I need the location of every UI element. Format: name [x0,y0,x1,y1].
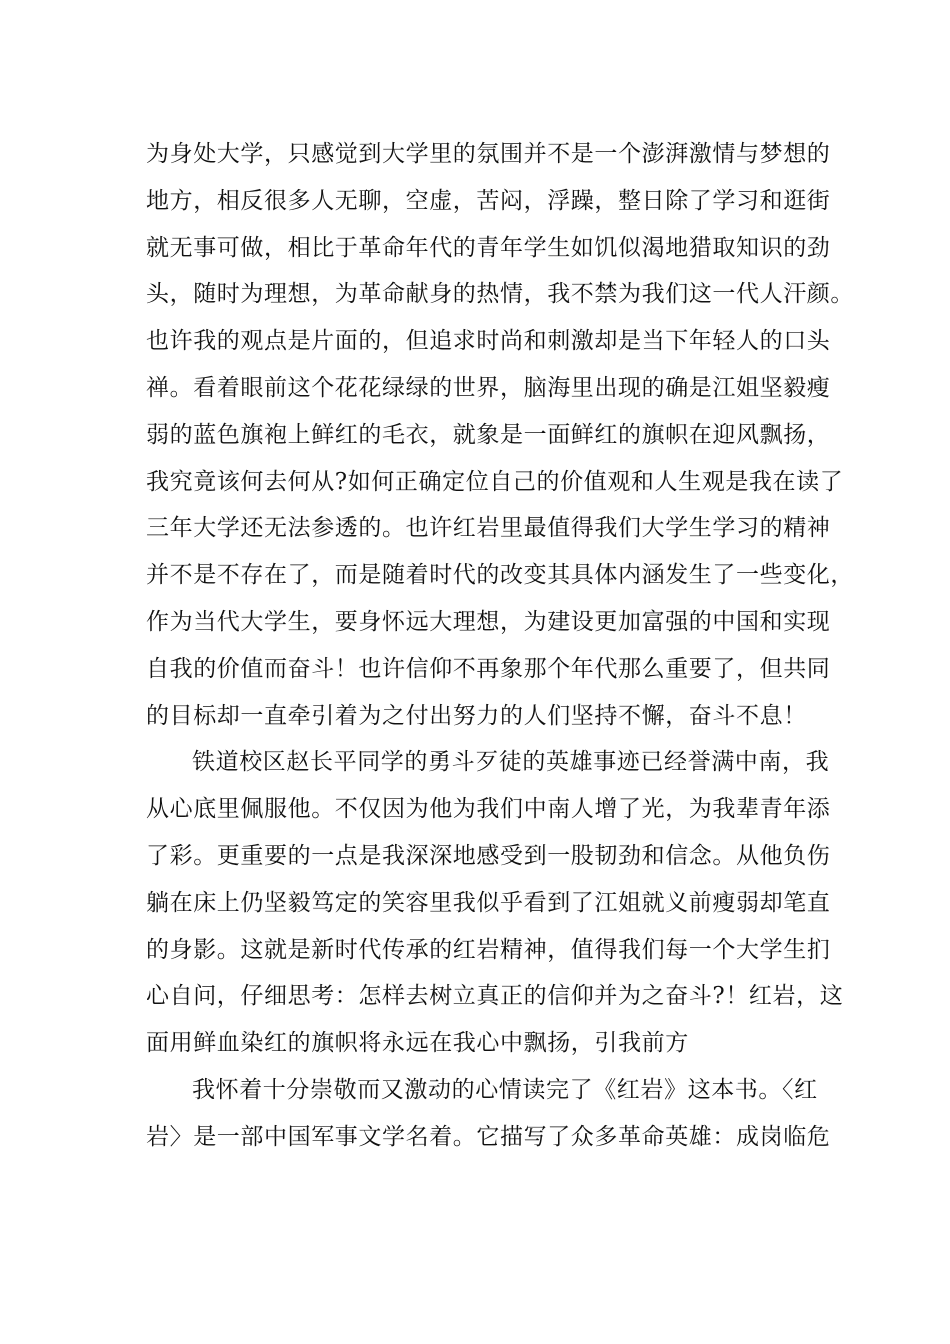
paragraph-2 [146,739,844,1067]
text-line: 禅。看着眼前这个花花绿绿的世界，脑海里出现的确是江姐坚毅瘦 [146,374,831,401]
text-line: 躺在床上仍坚毅笃定的笑容里我似乎看到了江姐就义前瘦弱却笔直 [146,889,831,916]
text-line: 铁道校区赵长平同学的勇斗歹徒的英雄事迹已经誉满中南，我 [192,749,830,776]
text-line: 弱的蓝色旗袍上鲜红的毛衣，就象是一面鲜红的旗帜在迎风飘扬， [146,421,831,448]
text-line: 就无事可做，相比于革命年代的青年学生如饥似渴地猎取知识的劲 [146,234,831,261]
text-line: 头，随时为理想，为革命献身的热情，我不禁为我们这一代人汗颜。 [146,281,854,308]
text-line: 自我的价值而奋斗！也许信仰不再象那个年代那么重要了，但共同 [146,655,831,682]
text-line: 的身影。这就是新时代传承的红岩精神，值得我们每一个大学生扪 [146,936,831,963]
text-line: 并不是不存在了，而是随着时代的改变其具体内涵发生了一些变化， [146,562,854,589]
text-line: 我怀着十分崇敬而又激动的心情读完了《红岩》这本书。〈红 [192,1076,818,1103]
text-line: 地方，相反很多人无聊，空虚，苦闷，浮躁，整日除了学习和逛街 [146,187,831,214]
text-line: 三年大学还无法参透的。也许红岩里最值得我们大学生学习的精神 [146,515,831,542]
text-line: 我究竟该何去何从?如何正确定位自己的价值观和人生观是我在读了 [146,468,844,495]
paragraph-1 [146,131,854,739]
paragraph-3 [146,1067,831,1161]
body-text [146,131,854,1161]
text-line: 作为当代大学生，要身怀远大理想，为建设更加富强的中国和实现 [146,608,831,635]
text-line: 的目标却一直牵引着为之付出努力的人们坚持不懈，奋斗不息！ [146,702,807,729]
text-line: 面用鲜血染红的旗帜将永远在我心中飘扬，引我前方 [146,1030,689,1057]
text-line: 从心底里佩服他。不仅因为他为我们中南人增了光，为我辈青年添 [146,796,831,823]
text-line: 心自问，仔细思考：怎样去树立真正的信仰并为之奋斗?！红岩，这 [146,983,844,1010]
text-line: 了彩。更重要的一点是我深深地感受到一股韧劲和信念。从他负伤 [146,842,831,869]
text-line: 岩〉是一部中国军事文学名着。它描写了众多革命英雄：成岗临危 [146,1123,831,1150]
text-line: 为身处大学，只感觉到大学里的氛围并不是一个澎湃激情与梦想的 [146,141,831,167]
text-line: 也许我的观点是片面的，但追求时尚和刺激却是当下年轻人的口头 [146,328,831,355]
